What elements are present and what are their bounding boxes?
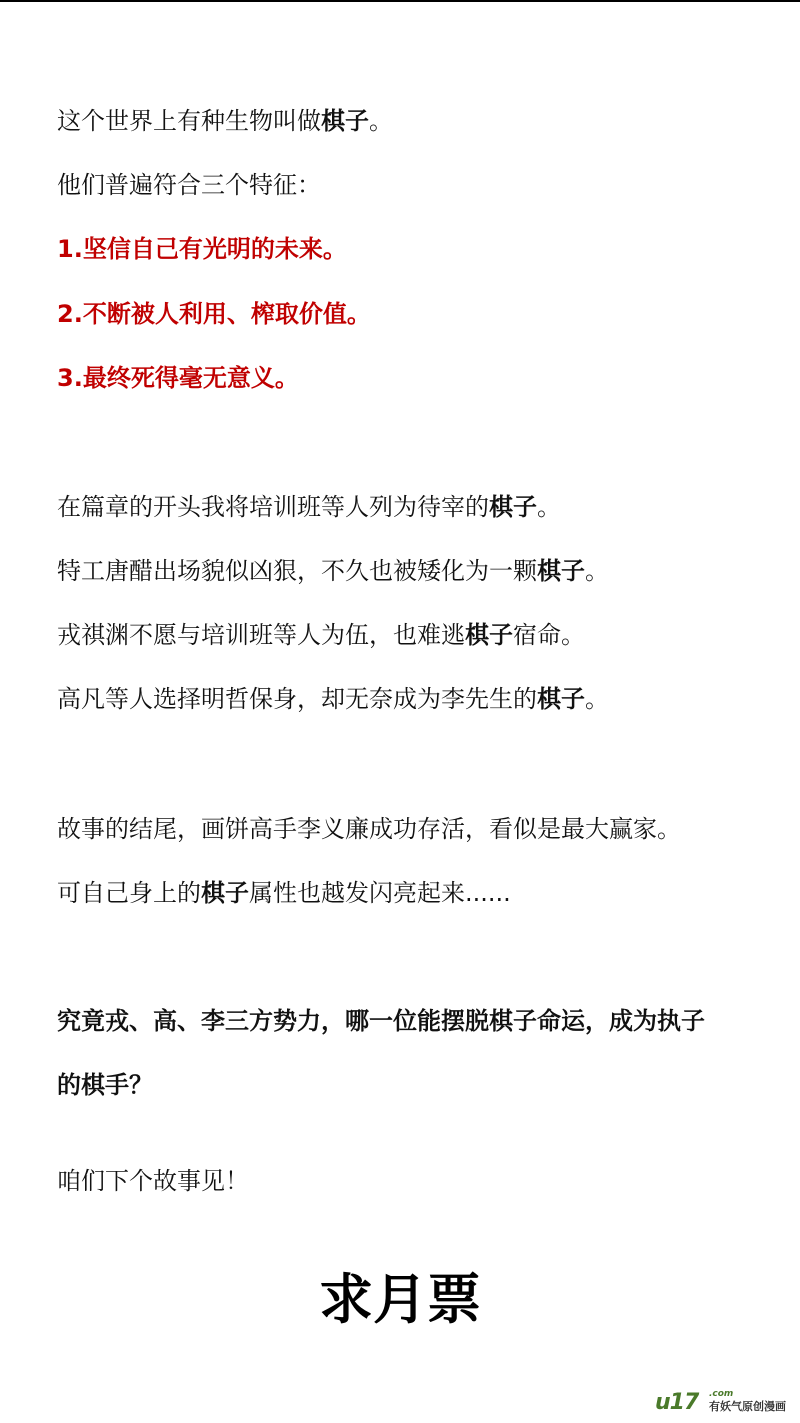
bold-keyword: 棋子 bbox=[489, 493, 537, 521]
text-span: 可自己身上的 bbox=[57, 879, 201, 907]
feature-item-2: 2.不断被人利用、榨取价值。 bbox=[57, 300, 371, 328]
logo-slogan: 有妖气原创漫画 bbox=[709, 1400, 786, 1413]
bold-keyword: 棋子 bbox=[537, 557, 585, 585]
logo-domain: .com bbox=[709, 1389, 734, 1399]
u17-logo bbox=[655, 1389, 795, 1417]
bold-keyword: 棋子 bbox=[465, 621, 513, 649]
text-span: 。 bbox=[369, 107, 393, 135]
question-line-2: 的棋手？ bbox=[57, 1071, 153, 1099]
section3-line-2 bbox=[57, 878, 511, 908]
bold-keyword: 棋子 bbox=[321, 107, 369, 135]
section2-line-3 bbox=[57, 620, 585, 650]
intro-line-2: 他们普遍符合三个特征： bbox=[57, 171, 321, 199]
text-span: 这个世界上有种生物叫做 bbox=[57, 107, 321, 135]
logo-brand: u17 bbox=[655, 1390, 699, 1415]
section2-line-2 bbox=[57, 556, 609, 586]
top-border-line bbox=[0, 0, 800, 2]
text-span: 属性也越发闪亮起来...... bbox=[249, 879, 511, 907]
question-line-1: 究竟戎、高、李三方势力，哪一位能摆脱棋子命运，成为执子 bbox=[57, 1007, 705, 1035]
text-span: 在篇章的开头我将培训班等人列为待宰的 bbox=[57, 493, 489, 521]
text-span: 宿命。 bbox=[513, 621, 585, 649]
text-span: 戎祺渊不愿与培训班等人为伍，也难逃 bbox=[57, 621, 465, 649]
vote-request-title: 求月票 bbox=[319, 1268, 481, 1331]
feature-item-3: 3.最终死得毫无意义。 bbox=[57, 364, 299, 392]
text-span: 。 bbox=[585, 557, 609, 585]
text-span: 高凡等人选择明哲保身，却无奈成为李先生的 bbox=[57, 685, 537, 713]
section3-line-1: 故事的结尾，画饼高手李义廉成功存活，看似是最大赢家。 bbox=[57, 815, 681, 843]
text-span: 。 bbox=[537, 493, 561, 521]
feature-item-1: 1.坚信自己有光明的未来。 bbox=[57, 235, 347, 263]
intro-line-1 bbox=[57, 106, 393, 136]
text-span: 特工唐醋出场貌似凶狠，不久也被矮化为一颗 bbox=[57, 557, 537, 585]
section2-line-4 bbox=[57, 684, 609, 714]
section2-line-1 bbox=[57, 492, 561, 522]
farewell-line: 咱们下个故事见！ bbox=[57, 1167, 249, 1195]
bold-keyword: 棋子 bbox=[537, 685, 585, 713]
text-span: 。 bbox=[585, 685, 609, 713]
bold-keyword: 棋子 bbox=[201, 879, 249, 907]
